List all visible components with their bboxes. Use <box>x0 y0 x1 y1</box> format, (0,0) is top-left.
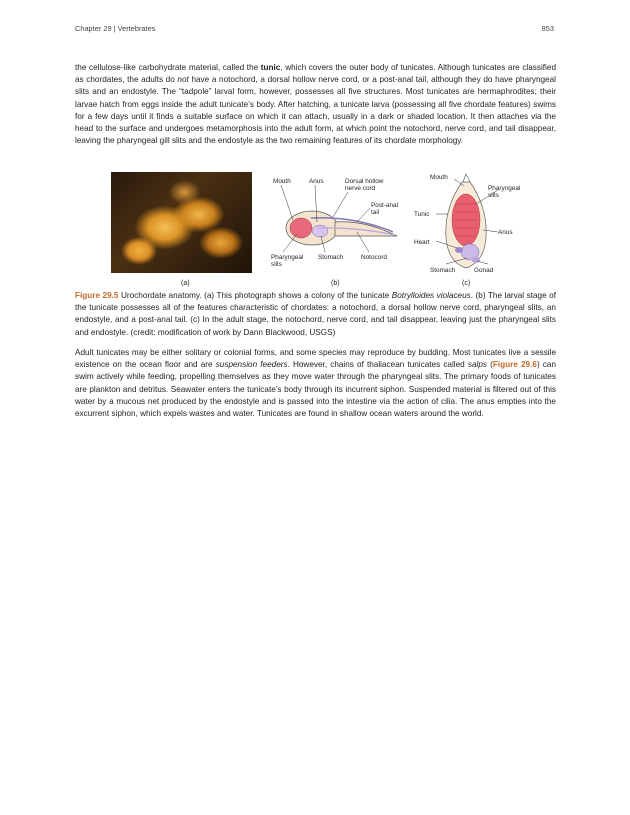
text-run: ( <box>486 360 493 370</box>
subfigure-label-a: (a) <box>181 280 190 287</box>
running-header-chapter: Chapter 29 | Vertebrates <box>75 24 156 33</box>
label-adult-heart: Heart <box>414 239 430 246</box>
label-notocord: Notocord <box>361 254 387 261</box>
figure-label: Figure 29.5 <box>75 291 119 300</box>
larva-pharynx <box>290 218 312 238</box>
label-adult-tunic: Tunic <box>414 211 430 218</box>
term-suspension-feeders: suspension feeders <box>215 360 288 370</box>
text-run: have a notochord, a dorsal hollow nerve cord, or a post-anal tail, although they do have pharyngeal slits and an endostyle. The “tadpole” larval form, however, possesses all five structures. Most tunicates are hermaphrodites; their larvae hatch from eggs inside the adult tunicate’s body. After hatching, a tunicate larva (possessing all five chordate features) swims for a few days until it finds a suitable surface on which it can attach, usually in a dark or shaded location. It then attaches via the head to the surface and undergoes metamorphosis into the adult form, at which point the notochord, nerve cord, and tail disappear, leaving the pharyngeal gill slits and the endostyle as the two remaining features of its chordate morphology. <box>75 75 556 146</box>
text-run: . (b) The larval stage of the tunicate possesses all of the features characteristic of chordates: a notochord, a dorsal hollow nerve cord, pharyngeal slits, an endostyle, and a post-anal tail. (c) In the adult stage, the notochord, nerve cord, and tail disappear, leaving just the pharyngeal slits and endostyle. (credit: modification of work by Dann Blackwood, USGS) <box>75 291 556 337</box>
text-run: Urochordate anatomy. (a) This photograph shows a colony of the tunicate <box>118 291 392 300</box>
text-run: the cellulose-like carbohydrate material, called the <box>75 63 261 72</box>
label-adult-slits-line2: slits <box>488 192 500 199</box>
text-run: ) can swim actively while feeding, propelling themselves as they move water through the pharyngeal slits. The primary foods of tunicates are plankton and detritus. Seawater enters the tunicate’s body through its incurrent siphon. Suspended material is filtered out of this water by a mucous net produced by the endostyle and is passed into the intestine via the action of cilia. The anus empties into the excurrent siphon, which expels wastes and water. Tunicates are found in shallow ocean waters around the world. <box>75 360 556 419</box>
label-adult-slits-line1: Pharyngeal <box>488 185 521 192</box>
tunicate-colony-photo <box>111 172 252 273</box>
term-salps: salps <box>467 360 487 370</box>
adult-gonad <box>472 257 480 263</box>
label-anus: Anus <box>309 178 324 185</box>
text-run: . However, chains of thaliacean tunicates called <box>287 360 468 370</box>
text-run: , which covers the outer body of tunicates. Although tunicates are classified as chordates, the adults do <box>75 63 557 85</box>
label-adult-mouth: Mouth <box>430 174 448 181</box>
label-nerve-cord-line2: nerve cord <box>345 185 376 192</box>
label-tail-line2: tail <box>371 209 380 216</box>
species-name: Botrylloides violaceus <box>391 291 471 300</box>
text-run: Adult tunicates may be either solitary or colonial forms, and some species may reproduce by budding. Most tunicates live a sessile existence on the ocean floor and are <box>75 348 556 370</box>
term-tunic: tunic <box>260 63 281 72</box>
label-mouth: Mouth <box>273 178 291 185</box>
label-tail-line1: Post-anal <box>371 202 398 209</box>
label-stomach: Stomach <box>318 254 344 261</box>
figure-29-5 <box>75 168 556 292</box>
label-adult-anus: Anus <box>498 229 513 236</box>
larva-diagram <box>265 170 415 275</box>
label-slits-line2: slits <box>271 261 283 268</box>
figure-29-6-link[interactable]: Figure 29.6 <box>492 360 537 370</box>
page-number: 853 <box>541 24 554 33</box>
figure-caption <box>75 290 556 339</box>
subfigure-label-b: (b) <box>331 280 340 287</box>
adult-diagram <box>410 168 550 280</box>
label-adult-gonad: Gonad <box>474 267 494 274</box>
paragraph-adult-tunicates <box>75 347 556 420</box>
adult-siphon <box>463 174 470 182</box>
label-adult-stomach: Stomach <box>430 267 456 274</box>
emphasis-not: not <box>177 75 189 85</box>
label-nerve-cord-line1: Dorsal hollow <box>345 178 384 185</box>
label-slits-line1: Pharyngeal <box>271 254 304 261</box>
subfigure-label-c: (c) <box>462 280 471 287</box>
paragraph-tunic <box>75 62 556 147</box>
larva-stomach <box>312 225 328 237</box>
